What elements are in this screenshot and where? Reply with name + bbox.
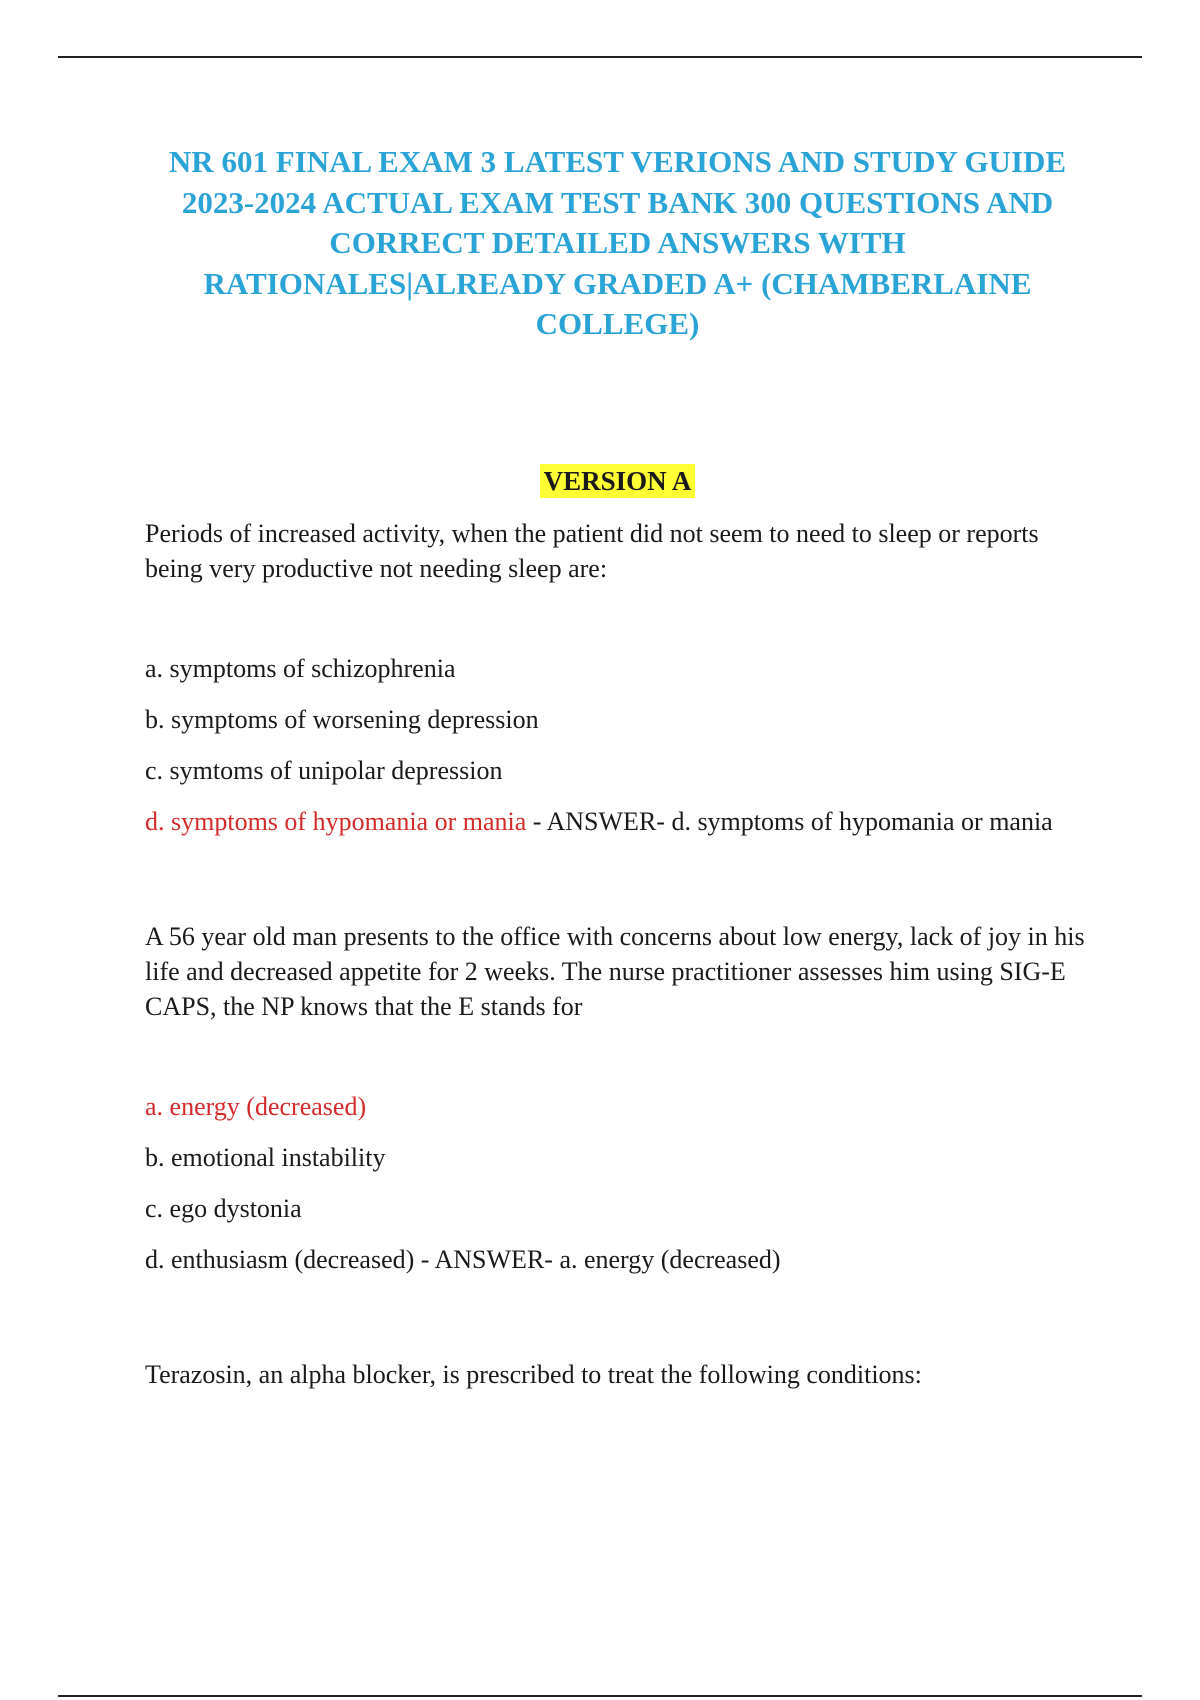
option-item: c. ego dystonia — [145, 1193, 302, 1223]
document-body — [145, 142, 1090, 1392]
correct-option-text: d. symptoms of hypomania or mania — [145, 806, 527, 836]
option-item: d. enthusiasm (decreased) - ANSWER- a. energy (decreased) — [145, 1244, 781, 1274]
question-stem: A 56 year old man presents to the office with concerns about low energy, lack of joy in his life and decreased appetite for 2 weeks. The nurse practitioner assesses him using SIG-E CAPS, the NP knows that the E stands for — [145, 921, 1085, 1021]
option-item-correct — [145, 1089, 1090, 1124]
correct-option-text: a. energy (decreased) — [145, 1091, 367, 1121]
option-item: b. symptoms of worsening depression — [145, 704, 539, 734]
option-item: a. symptoms of schizophrenia — [145, 653, 456, 683]
version-label: VERSION A — [540, 464, 696, 498]
option-list — [145, 1089, 1090, 1277]
version-heading — [145, 463, 1090, 504]
option-item-correct — [145, 804, 1090, 839]
option-list — [145, 651, 1090, 839]
question-stem: Terazosin, an alpha blocker, is prescribed to treat the following conditions: — [145, 1359, 922, 1389]
answer-text: - ANSWER- d. symptoms of hypomania or mania — [526, 806, 1053, 836]
top-rule — [58, 56, 1142, 58]
option-item: c. symtoms of unipolar depression — [145, 755, 503, 785]
question-stem: Periods of increased activity, when the patient did not seem to need to sleep or reports being very productive not needing sleep are: — [145, 518, 1039, 583]
document-title: NR 601 FINAL EXAM 3 LATEST VERIONS AND STUDY GUIDE 2023-2024 ACTUAL EXAM TEST BANK 300 QUESTIONS AND CORRECT DETAILED ANSWERS WITH RATIONALES|ALREADY GRADED A+ (CHAMBERLAINE COLLEGE) — [168, 144, 1067, 341]
bottom-rule — [58, 1695, 1142, 1697]
option-item: b. emotional instability — [145, 1142, 386, 1172]
